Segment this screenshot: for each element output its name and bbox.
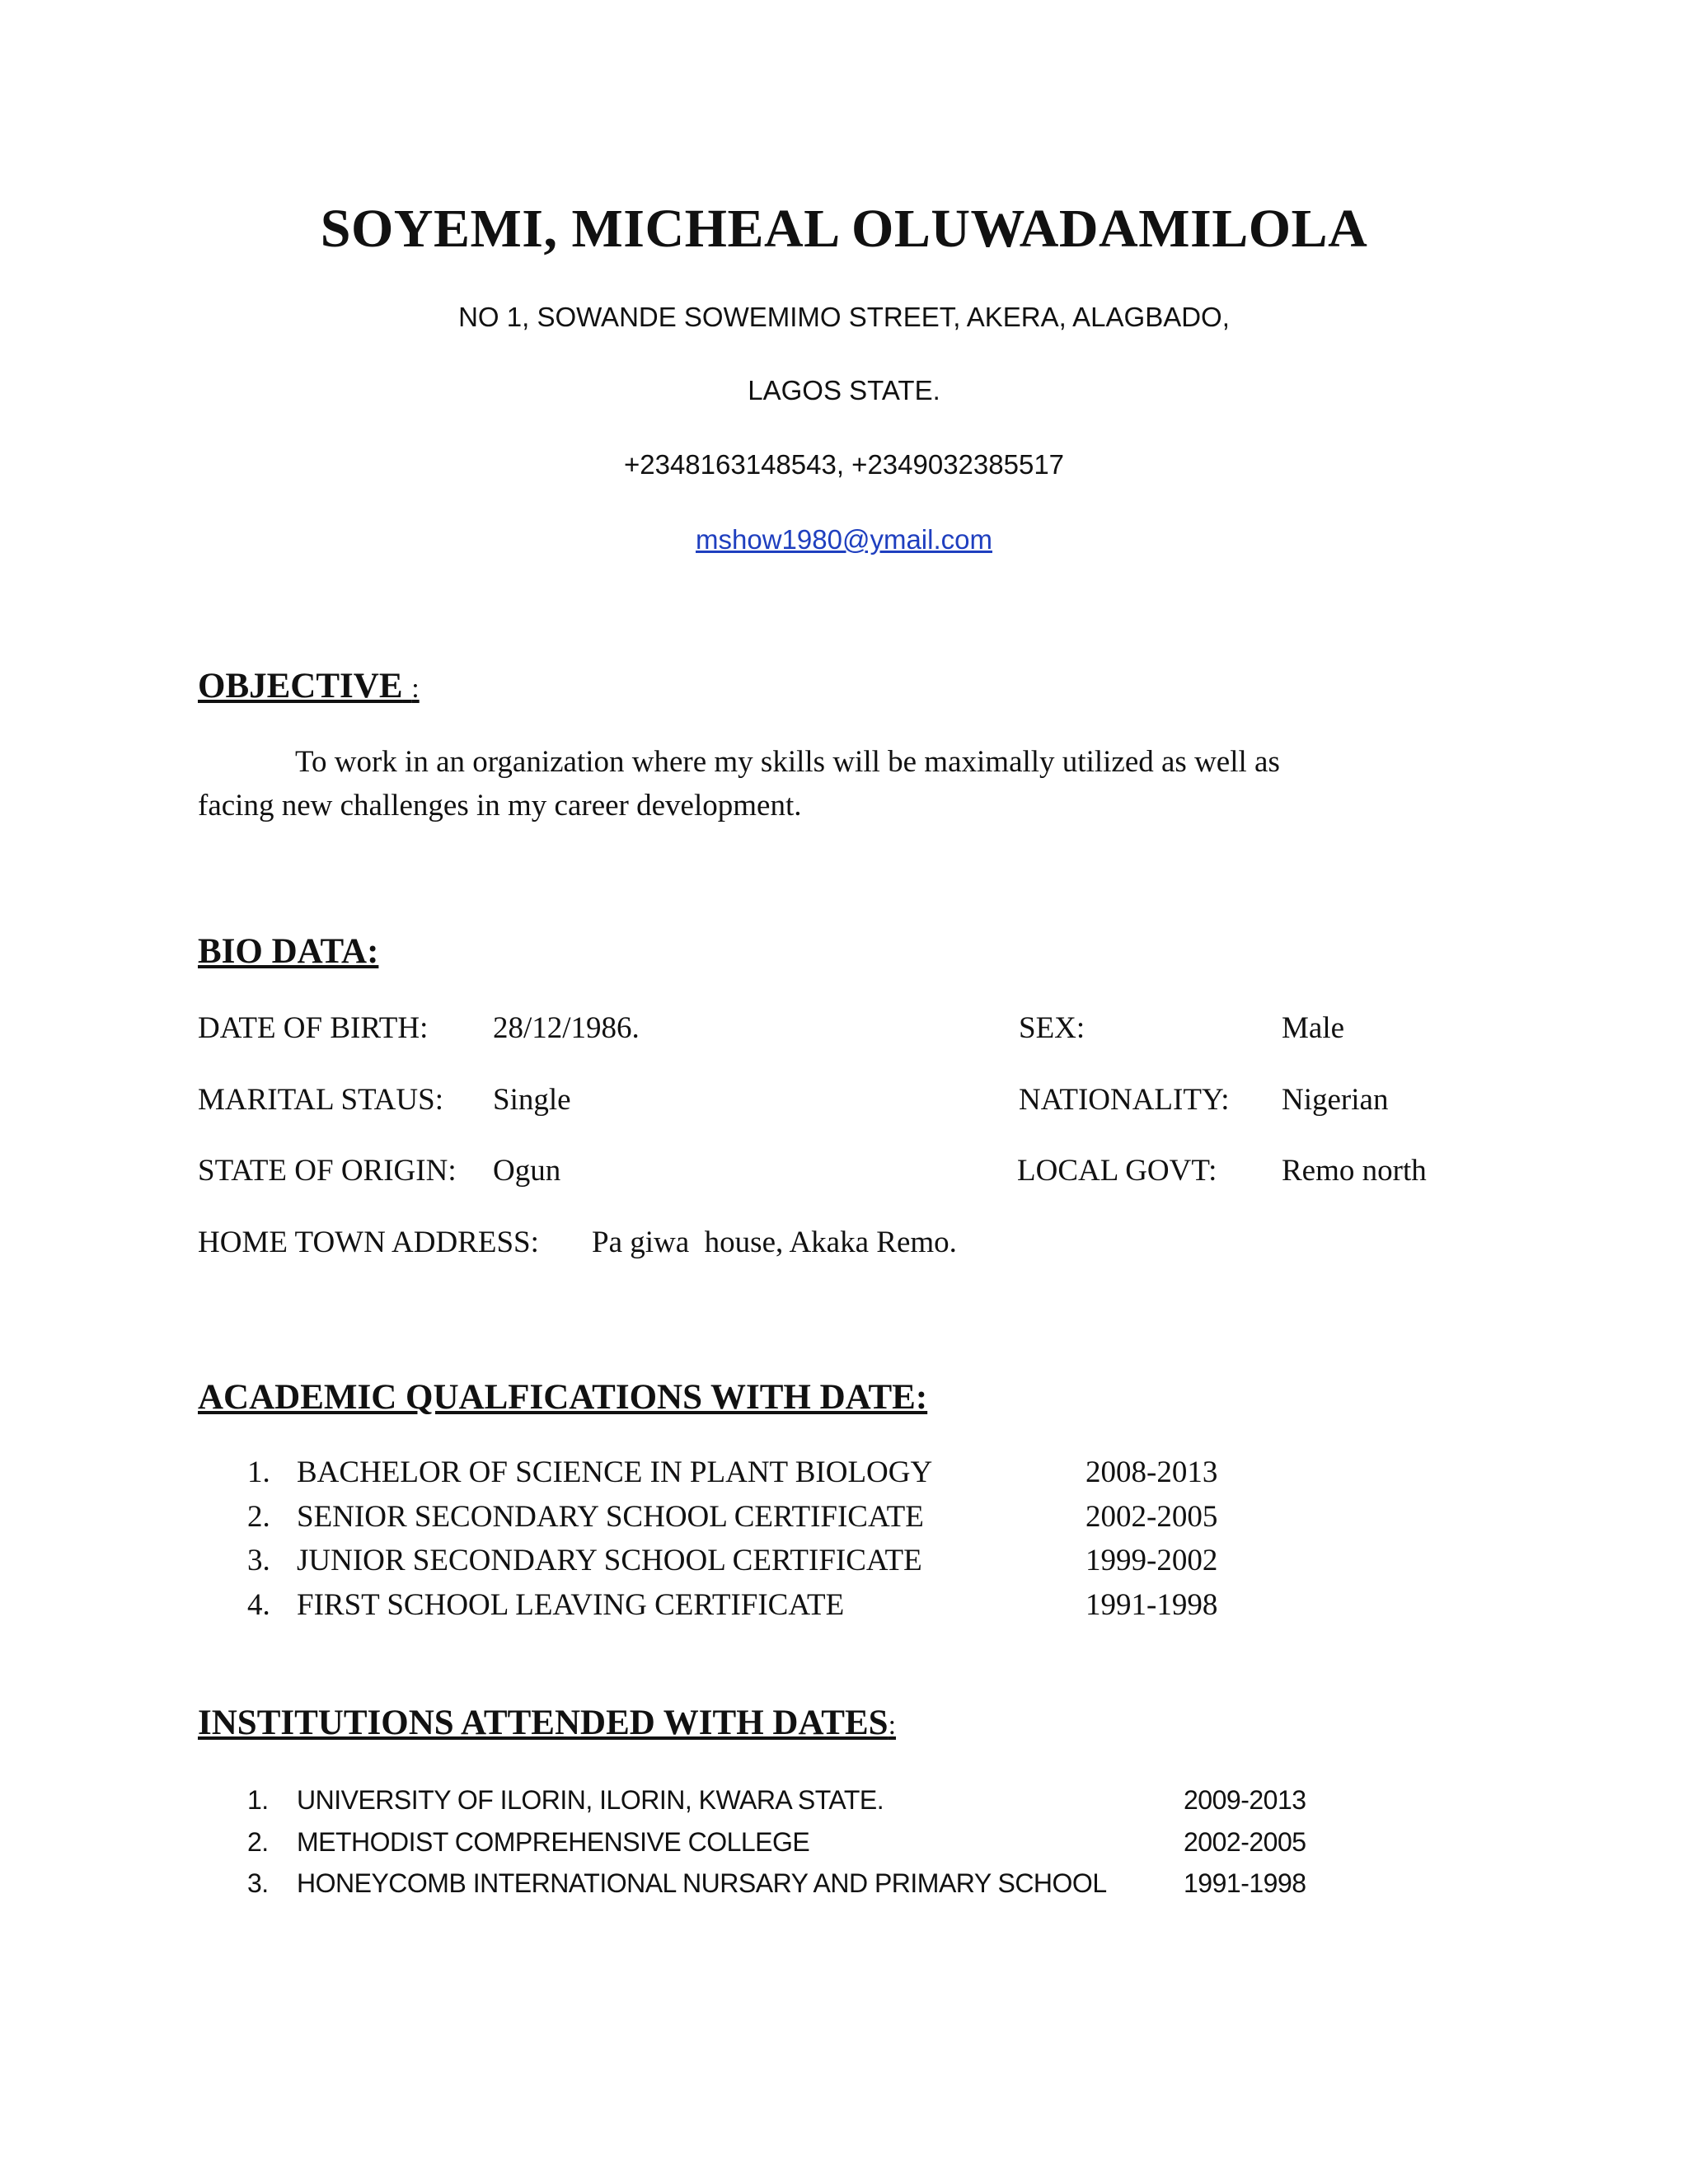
academic-item-title: SENIOR SECONDARY SCHOOL CERTIFICATE	[297, 1500, 924, 1534]
dob-value: 28/12/1986.	[493, 1011, 640, 1045]
objective-line-1-text: To work in an organization where my skills will be maximally utilized as well as	[295, 745, 1280, 779]
sex-label: SEX:	[1019, 1011, 1085, 1045]
academic-item-number: 4.	[247, 1588, 270, 1622]
institution-item-title: METHODIST COMPREHENSIVE COLLEGE	[297, 1827, 810, 1857]
address-line-1: NO 1, SOWANDE SOWEMIMO STREET, AKERA, ALAGBADO,	[458, 302, 1230, 332]
institutions-heading	[198, 1703, 896, 1743]
objective-heading-text: OBJECTIVE	[198, 667, 403, 705]
academic-item-number: 3.	[247, 1544, 270, 1577]
institution-item-title: HONEYCOMB INTERNATIONAL NURSARY AND PRIMARY SCHOOL	[297, 1868, 1107, 1898]
institution-item-number: 3.	[247, 1868, 269, 1898]
institution-item-number: 2.	[247, 1827, 269, 1857]
academic-item-dates: 1991-1998	[1085, 1588, 1218, 1622]
marital-value: Single	[493, 1083, 571, 1117]
objective-line-1	[198, 740, 1451, 784]
hometown-label: HOME TOWN ADDRESS:	[198, 1226, 539, 1259]
institutions-heading-colon: :	[888, 1710, 897, 1741]
institution-item-title: UNIVERSITY OF ILORIN, ILORIN, KWARA STATE.	[297, 1785, 884, 1815]
academic-item-dates: 2008-2013	[1085, 1455, 1218, 1489]
lga-label: LOCAL GOVT:	[1017, 1154, 1217, 1188]
institutions-heading-text: INSTITUTIONS ATTENDED WITH DATES	[198, 1704, 889, 1742]
hometown-value: Pa giwa house, Akaka Remo.	[592, 1226, 957, 1259]
academic-item-title: FIRST SCHOOL LEAVING CERTIFICATE	[297, 1588, 845, 1622]
institution-item-number: 1.	[247, 1785, 269, 1815]
academic-item-title: JUNIOR SECONDARY SCHOOL CERTIFICATE	[297, 1544, 922, 1577]
origin-label: STATE OF ORIGIN:	[198, 1154, 457, 1188]
applicant-name: SOYEMI, MICHEAL OLUWADAMILOLA	[320, 199, 1368, 259]
institution-item-dates: 2009-2013	[1184, 1785, 1306, 1815]
sex-value: Male	[1282, 1011, 1345, 1045]
marital-label: MARITAL STAUS:	[198, 1083, 443, 1117]
dob-label: DATE OF BIRTH:	[198, 1011, 429, 1045]
objective-heading	[198, 666, 420, 706]
institution-item-dates: 1991-1998	[1184, 1868, 1306, 1898]
academic-heading: ACADEMIC QUALFICATIONS WITH DATE:	[198, 1378, 928, 1417]
academic-item-title: BACHELOR OF SCIENCE IN PLANT BIOLOGY	[297, 1455, 933, 1489]
academic-item-number: 1.	[247, 1455, 270, 1489]
academic-item-dates: 1999-2002	[1085, 1544, 1218, 1577]
academic-item-dates: 2002-2005	[1085, 1500, 1218, 1534]
lga-value: Remo north	[1282, 1154, 1427, 1188]
phone-numbers: +2348163148543, +2349032385517	[623, 449, 1065, 480]
objective-text	[198, 740, 1451, 827]
email-row	[0, 524, 1688, 555]
objective-heading-colon: :	[411, 673, 420, 704]
email-link[interactable]: mshow1980@ymail.com	[696, 524, 992, 555]
bio-data-heading: BIO DATA:	[198, 932, 379, 971]
address-line-2: LAGOS STATE.	[748, 375, 940, 405]
nationality-value: Nigerian	[1282, 1083, 1389, 1117]
institution-item-dates: 2002-2005	[1184, 1827, 1306, 1857]
academic-item-number: 2.	[247, 1500, 270, 1534]
objective-line-2: facing new challenges in my career development.	[198, 789, 802, 823]
nationality-label: NATIONALITY:	[1019, 1083, 1230, 1117]
origin-value: Ogun	[493, 1154, 561, 1188]
